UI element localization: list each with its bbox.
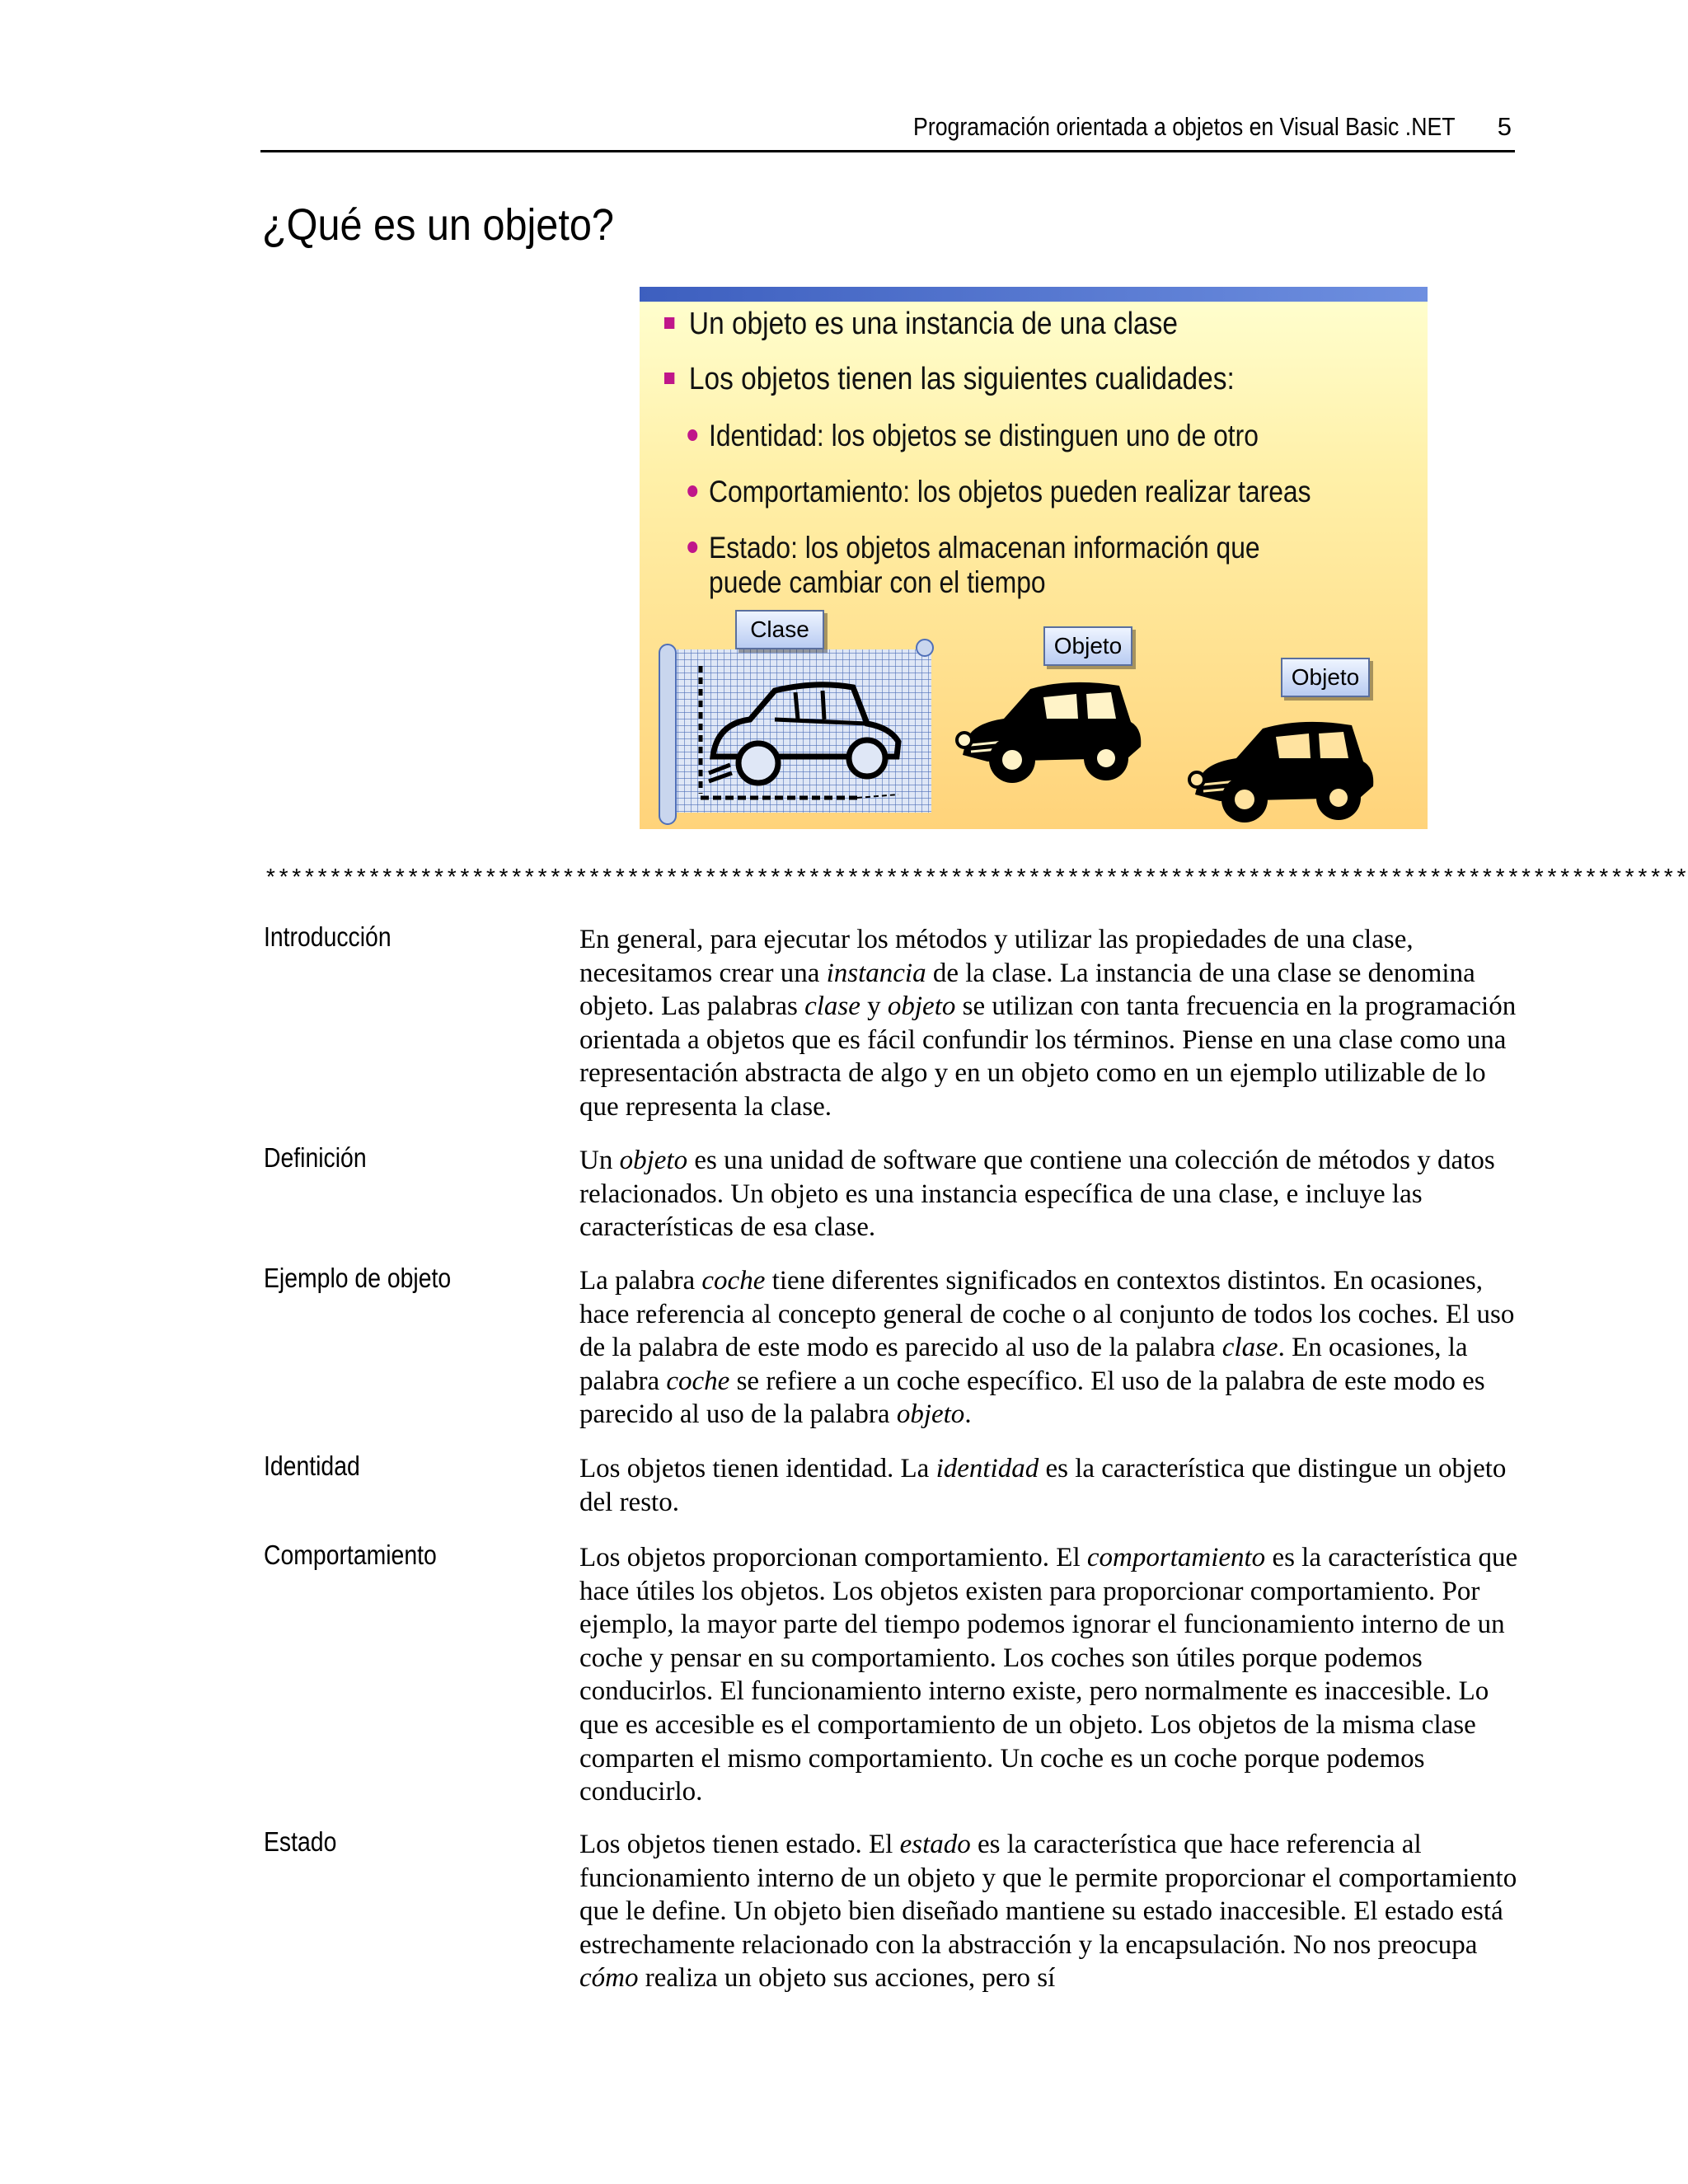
label-clase: Clase <box>735 610 824 649</box>
slide-illustration <box>640 287 1428 829</box>
section-label-introduccion: Introducción <box>264 921 392 952</box>
body-text: realiza un objeto sus acciones, pero sí <box>638 1963 1056 1994</box>
body-text: es la característica que hace útiles los objetos. Los objetos existen para proporcionar comportamiento. Por ejemplo, la mayor parte del tiempo podemos ignorar el funcionamiento interno de un coche y pensar en su comportamiento. Los coches son útiles porque podemos conducirlos. El funcionamiento interno existe, pero normalmente es inaccesible. Lo que es accesible es el comportamiento de un objeto. Los objetos de la misma clase comparten el mismo comportamiento. Un coche es un coche porque podemos conducirlo. <box>579 1543 1518 1807</box>
car-object-1-icon <box>954 666 1144 790</box>
body-text: se refiere a un coche específico. El uso de la palabra de este modo es parecido al uso de la palabra <box>579 1366 1485 1430</box>
italic-term: identidad <box>935 1454 1039 1483</box>
body-text: Un <box>579 1146 620 1175</box>
label-objeto-1: Objeto <box>1043 626 1132 666</box>
italic-term: clase <box>1221 1333 1278 1363</box>
slide-sub-bullet-3: Estado: los objetos almacenan información que puede cambiar con el tiempo <box>709 531 1319 600</box>
body-text: La palabra <box>579 1266 702 1296</box>
italic-term: coche <box>666 1366 730 1396</box>
italic-term: objeto <box>887 991 956 1022</box>
section-label-definicion: Definición <box>264 1142 367 1173</box>
section-label-identidad: Identidad <box>264 1451 360 1481</box>
slide-sub-bullet-1: Identidad: los objetos se distinguen uno de otro <box>709 419 1333 453</box>
car-object-2-icon <box>1187 705 1376 829</box>
section-body-definicion <box>579 1144 1519 1244</box>
blueprint-car-icon <box>651 633 948 829</box>
square-bullet-icon <box>664 373 674 384</box>
round-bullet-icon <box>687 485 697 497</box>
italic-term: clase <box>804 991 860 1022</box>
italic-term: instancia <box>826 958 926 988</box>
label-objeto-2: Objeto <box>1281 658 1370 697</box>
page-number: 5 <box>1497 112 1512 141</box>
body-text: . En ocasiones, la palabra <box>579 1333 1468 1396</box>
italic-term: cómo <box>579 1963 639 1994</box>
body-text: . <box>964 1399 972 1430</box>
slide-sub-bullet-2: Comportamiento: los objetos pueden realizar tareas <box>709 475 1333 509</box>
page-header <box>260 107 1515 152</box>
section-body-ejemplo <box>579 1264 1519 1432</box>
section-body-identidad <box>579 1452 1519 1519</box>
body-text: Los objetos proporcionan comportamiento. El <box>579 1543 1087 1572</box>
section-label-comportamiento: Comportamiento <box>264 1540 437 1570</box>
italic-term: comportamiento <box>1086 1543 1266 1572</box>
section-label-estado: Estado <box>264 1826 337 1857</box>
section-body-estado <box>579 1828 1519 1995</box>
page-title: ¿Qué es un objeto? <box>262 200 614 250</box>
body-text: y <box>860 991 888 1022</box>
section-body-introduccion <box>579 923 1519 1124</box>
body-text: Los objetos tienen identidad. La <box>579 1454 936 1483</box>
body-text: tiene diferentes significados en contextos distintos. En ocasiones, hace referencia al concepto general de coche o al conjunto de todos los coches. El uso de la palabra de este modo es parecido al uso de la palabra <box>579 1266 1515 1363</box>
italic-term: objeto <box>896 1399 965 1430</box>
running-title: Programación orientada a objetos en Visual Basic .NET <box>913 112 1456 141</box>
round-bullet-icon <box>687 429 697 441</box>
body-text: es la característica que distingue un objeto del resto. <box>579 1454 1507 1517</box>
body-text: de la clase. La instancia de una clase se denomina objeto. Las palabras <box>579 958 1475 1022</box>
slide-bullet-2: Los objetos tienen las siguientes cualidades: <box>664 362 1235 397</box>
square-bullet-icon <box>664 317 674 329</box>
body-text: En general, para ejecutar los métodos y utilizar las propiedades de una clase, necesitamos crear una <box>579 925 1414 988</box>
italic-term: estado <box>899 1830 971 1859</box>
round-bullet-icon <box>687 541 697 553</box>
body-text: es una unidad de software que contiene una colección de métodos y datos relacionados. Un objeto es una instancia específica de una clase, e incluye las características de esa clase. <box>579 1146 1495 1243</box>
body-text: es la característica que hace referencia al funcionamiento interno de un objeto y que le permite proporcionar el comportamiento que le define. Un objeto bien diseñado mantiene su estado inaccesible. El estado está estrechamente relacionado con la abstracción y la encapsulación. No nos preocupa <box>579 1830 1517 1960</box>
body-text: se utilizan con tanta frecuencia en la programación orientada a objetos que es fácil confundir los términos. Piense en una clase como una representación abstracta de algo y en un objeto como en un ejemplo utilizable de lo que representa la clase. <box>579 991 1517 1122</box>
slide-bullet-1: Un objeto es una instancia de una clase <box>664 307 1178 342</box>
section-body-comportamiento <box>579 1541 1519 1809</box>
italic-term: coche <box>701 1266 766 1296</box>
slide-top-bar <box>640 287 1428 302</box>
body-text: Los objetos tienen estado. El <box>579 1830 900 1859</box>
asterisk-separator: ************************************************************************************************************** <box>264 867 1688 893</box>
italic-term: objeto <box>619 1146 688 1175</box>
section-label-ejemplo: Ejemplo de objeto <box>264 1263 452 1293</box>
